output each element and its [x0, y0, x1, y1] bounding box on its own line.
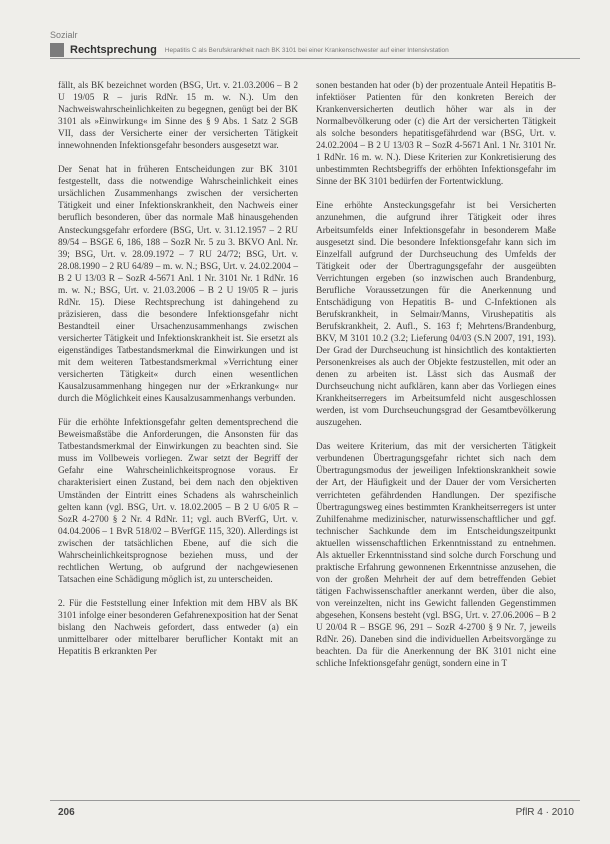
header-subtitle: Hepatitis C als Berufskrankheit nach BK 3101 bei einer Krankenschwester auf einer Intensivstation [164, 46, 449, 54]
page-number: 206 [58, 807, 75, 818]
page-footer [50, 800, 580, 818]
paragraph: Eine erhöhte Ansteckungsgefahr ist bei Versicherten anzunehmen, die aufgrund ihrer Tätigkeit oder ihres Arbeitsumfelds einer Infektionsgefahr in besonderem Maße ausgesetzt sind. Die besondere Infektionsgefahr kann sich im Einzelfall aufgrund der Durchseuchung des Umfelds der Tätigkeit oder der Übertragungsgefahr der ausgeübten Verrichtungen ergeben (so inzwischen auch Brandenburg, Berufliche Voraussetzungen für die Anerkennung und Entschädigung von Hepatitis B- und C-Infektionen als Berufskrankheit, in Selmair/Manns, Virushepatitis als Berufskrankheit, 2. Aufl., S. 163 f; Mehrtens/Brandenburg, BKV, M 3101 10.2 (3.2; Lieferung 04/03 (S.N 2007, 191, 193). Der Grad der Durchseuchung ist hinsichtlich des kontaktierten Personenkreises als auch der Objekte festzustellen, mit oder an denen zu arbeiten ist. Lässt sich das Ausmaß der Durchseuchung nicht aufklären, kann aber das Vorliegen eines Krankheitserregers im Arbeitsumfeld nicht ausgeschlossen werden, ist vom Durchseuchungsgrad der Gesamtbevölkerung auszugehen. [316, 201, 556, 429]
paragraph: Der Senat hat in früheren Entscheidungen zur BK 3101 festgestellt, dass die notwendige Wahrscheinlichkeit eines ursächlichen Zusammenhangs zwischen der versicherten Tätigkeit und einer Infektionskrankheit, den Nachweis einer beruflich besonderen, über das normale Maß hinausgehenden Ansteckungsgefahr erfordere (BSG, Urt. v. 31.12.1957 – 2 RU 89/54 – BSGE 6, 186, 188 – SozR Nr. 5 zu 3. BKVO Anl. Nr. 39; BSG, Urt. v. 28.09.1972 – 7 RU 24/72; BSG, Urt. v. 28.08.1990 – 2 RU 64/89 – m. w. N.; BSG, Urt. v. 24.02.2004 – B 2 U 13/03 R – SozR 4-5671 Anl. 1 Nr. 3101 Nr. 1 RdNr. 16 m. w. N.; BSG, Urt. v. 21.03.2006 – B 2 U 19/05 R – juris RdNr. 15). Diese Rechtsprechung ist dahingehend zu präzisieren, dass die besondere Infektionsgefahr nicht Bestandteil einer Ursachenzusammenhangs zwischen versicherter Tätigkeit und Infektionskrankheit ist. Sie ersetzt als eigenständiges Tatbestandsmerkmal die Einwirkungen und ist mit dem weiteren Tatbestandsmerkmal »Verrichtung einer versicherten Tätigkeit« durch einen wesentlichen Kausalzusammenhang hingegen nur der »Erkrankung« nur durch die Möglichkeit eines Kausalzusammenhangs verbunden. [58, 165, 298, 405]
header-title: Rechtsprechung [70, 44, 157, 56]
section-marker-icon [50, 43, 64, 57]
section-label: Sozialr [50, 30, 78, 40]
right-column [316, 80, 556, 682]
journal-reference: PflR 4 · 2010 [515, 807, 574, 818]
paragraph: fällt, als BK bezeichnet worden (BSG, Urt. v. 21.03.2006 – B 2 U 19/05 R – juris RdNr. 15 m. w. N.). Um den Nachweiswahrscheinlichkeiten zu begegnen, genügt bei der BK 3101 als »Einwirkung« im Sinne des § 9 Abs. 1 Satz 2 SGB VII, dass der Versicherte einer der versicherten Tätigkeit innewohnenden Infektionsgefahr besonders ausgesetzt war. [58, 81, 298, 152]
left-column [58, 80, 298, 670]
paragraph: 2. Für die Feststellung einer Infektion mit dem HBV als BK 3101 infolge einer besonderen Gefahrenexposition hat der Senat bislang den Nachweis gefordert, dass entweder (a) ein unmittelbarer oder mittelbarer beruflicher Kontakt mit an Hepatitis B erkrankten Per [58, 598, 298, 658]
running-header [50, 42, 580, 59]
paragraph: sonen bestanden hat oder (b) der prozentuale Anteil Hepatitis B-infektiöser Patienten für den konkreten Bereich der Krankenversicherten deutlich höher war als in der Normalbevölkerung oder (c) die Art der versicherten Tätigkeit als solche besonders hepatitisgefährdend war (BSG, Urt. v. 24.02.2004 – B 2 U 13/03 R – SozR 4-5671 Anl. 1 Nr. 3101 Nr. 1 RdNr. 16 m. w. N.). Diese Kriterien zur Konkretisierung des unbestimmten Rechtsbegriffs der erhöhten Infektionsgefahr im Sinne der BK 3101 bedürfen der Fortentwicklung. [316, 81, 556, 188]
paragraph: Für die erhöhte Infektionsgefahr gelten dementsprechend die Beweismaßstäbe die Anforderungen, die Ansonsten für das Tatbestandsmerkmal der Einwirkungen zu beachten sind. Sie muss im Vollbeweis vorliegen. Zwar setzt der Begriff der Gefahr eine Wahrscheinlichkeitsprognose voraus. Er charakterisiert einen Zustand, bei dem nach den objektiven Umständen der Eintritt eines Schadens als wahrscheinlich gelten kann (vgl. BSG, Urt. v. 18.02.2005 – B 2 U 6/05 R – SozR 4-2700 § 2 Nr. 4 RdNr. 11; vgl. auch BVerfG, Urt. v. 04.04.2006 – 1 BvR 518/02 – BVerfGE 115, 320). Allerdings ist zwischen der tatsächlichen Ebene, auf die sich die Wahrscheinlichkeitsprognose beziehen muss, und der rechtlichen Wertung, ob aufgrund der nachgewiesenen Tatsachen eine Schädigung möglich ist, zu unterscheiden. [58, 418, 298, 585]
paragraph: Das weitere Kriterium, das mit der versicherten Tätigkeit verbundenen Übertragungsgefahr richtet sich nach dem Übertragungsmodus der jeweiligen Infektionskrankheit sowie der Art, der Häufigkeit und der Dauer der vom Versicherten verrichteten gefährdenden Handlungen. Der spezifische Übertragungsweg eines bestimmten Krankheitserregers ist unter Zuhilfenahme medizinischer, naturwissenschaftlicher und ggf. technischer Sachkunde dem im Entscheidungszeitpunkt aktuellen wissenschaftlichen Erkenntnisstand zu entnehmen. Als aktueller Erkenntnisstand sind solche durch Forschung und praktische Erfahrung gewonnenen Erkenntnisse anzusehen, die von der großen Mehrheit der auf dem betreffenden Gebiet tätigen Fachwissenschaftler anerkannt werden, über die also, von vereinzelten, nicht ins Gewicht fallenden Gegenstimmen abgesehen, Konsens besteht (vgl. BSG, Urt. v. 27.06.2006 – B 2 U 20/04 R – BSGE 96, 291 – SozR 4-2700 § 9 Nr. 7, jeweils RdNr. 26). Daneben sind die individuellen Arbeitsvorgänge zu beachten. Da für die Anerkennung der BK 3101 nicht eine schliche Infektionsgefahr genügt, sondern eine in T [316, 442, 556, 670]
